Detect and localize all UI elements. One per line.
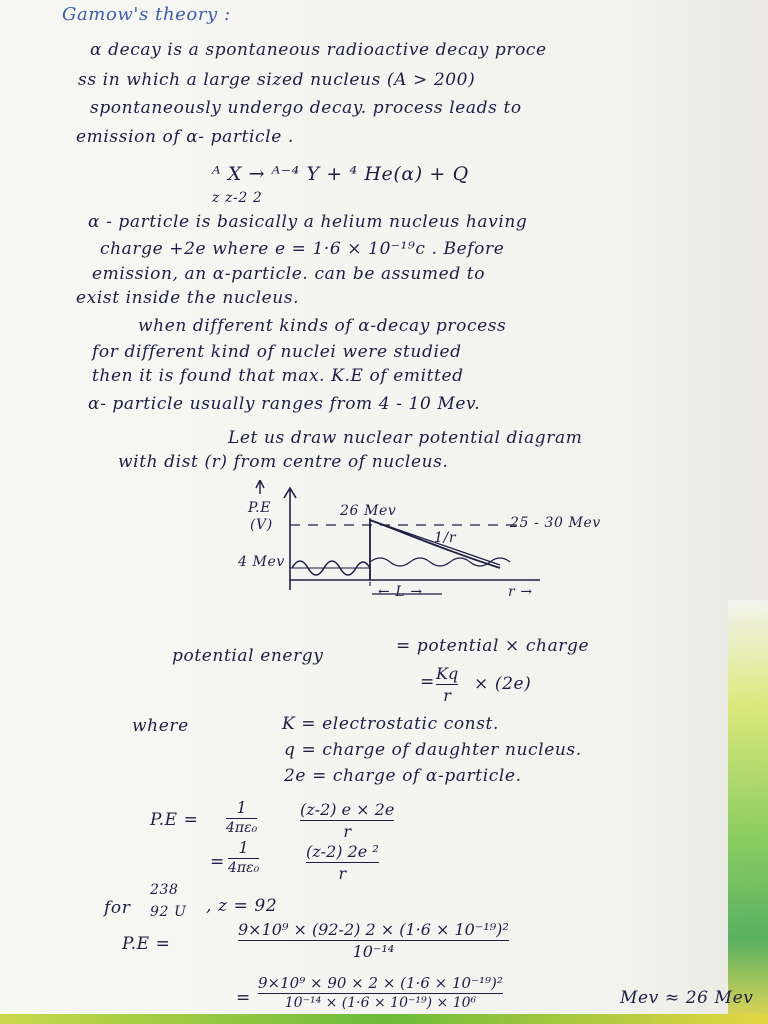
coulomb-coefficient: 1 4πε₀	[226, 798, 258, 836]
text-line: α - particle is basically a helium nucleus having	[88, 212, 528, 232]
definition-q: q = charge of daughter nucleus.	[284, 740, 582, 760]
pe-fraction-2: (z-2) 2e ² r	[306, 842, 379, 883]
y-axis-unit: (V)	[250, 517, 273, 533]
pe-lhs-numeric: P.E =	[122, 934, 171, 954]
text-line: α- particle usually ranges from 4 - 10 Mev.	[88, 394, 481, 414]
pe-fraction-1: (z-2) e × 2e r	[300, 800, 395, 841]
decay-equation-subscripts: z z-2 2	[212, 190, 263, 206]
text-line: α decay is a spontaneous radioactive decay proce	[90, 40, 547, 60]
atomic-number: , z = 92	[206, 896, 278, 916]
pe-lhs: P.E =	[150, 810, 199, 830]
text-line: exist inside the nucleus.	[76, 288, 300, 308]
pe-definition-rhs: = potential × charge	[396, 636, 590, 656]
text-line: with dist (r) from centre of nucleus.	[118, 452, 449, 472]
background-edge	[728, 600, 768, 1024]
text-line: emission of α- particle .	[76, 127, 294, 147]
text-line: ss in which a large sized nucleus (A > 200)	[78, 70, 476, 90]
barrier-label: 25 - 30 Mev	[510, 515, 601, 531]
nuclear-potential-diagram	[230, 480, 768, 610]
definition-k: K = electrostatic const.	[282, 714, 499, 734]
uranium-isotope: 92 U	[150, 904, 187, 920]
pe-definition-lhs: potential energy	[172, 646, 324, 666]
slope-label: 1/r	[434, 530, 457, 546]
level-label: 4 Mev	[238, 554, 285, 570]
text-line: for different kind of nuclei were studied	[92, 342, 462, 362]
text-line: when different kinds of α-decay process	[138, 316, 507, 336]
decay-equation: ᴬ X → ᴬ⁻⁴ Y + ⁴ He(α) + Q	[212, 163, 469, 185]
coulomb-coefficient: 1 4πε₀	[228, 838, 260, 876]
text-line: emission, an α-particle. can be assumed to	[92, 264, 486, 284]
definition-2e: 2e = charge of α-particle.	[284, 766, 522, 786]
text-line: then it is found that max. K.E of emitted	[92, 366, 464, 386]
mass-number: 238	[150, 882, 179, 898]
text-line: spontaneously undergo decay. process leads to	[90, 98, 522, 118]
peak-label: 26 Mev	[340, 503, 397, 519]
y-axis-label: P.E	[248, 500, 272, 516]
kq-over-r: Kq r	[436, 664, 459, 705]
background-edge-bottom	[0, 1014, 768, 1024]
page-title: Gamow's theory :	[62, 4, 231, 25]
text-line: charge +2e where e = 1·6 × 10⁻¹⁹c . Before	[100, 239, 505, 259]
coulomb-barrier-curve	[370, 520, 500, 580]
pe-numeric-fraction: 9×10⁹ × (92-2) 2 × (1·6 × 10⁻¹⁹)² 10⁻¹⁴	[238, 920, 509, 961]
pe-result: Mev ≈ 26 Mev	[620, 988, 754, 1008]
for-label: for	[104, 898, 131, 918]
text-line: Let us draw nuclear potential diagram	[228, 428, 583, 448]
barrier-width-label: ← L →	[378, 584, 423, 600]
pe-definition-tail: × (2e)	[474, 674, 532, 694]
where-label: where	[132, 716, 189, 736]
pe-simplified-fraction: 9×10⁹ × 90 × 2 × (1·6 × 10⁻¹⁹)² 10⁻¹⁴ × (1·6 × 10⁻¹⁹) × 10⁶	[258, 974, 503, 1011]
x-axis-label: r →	[508, 584, 533, 600]
